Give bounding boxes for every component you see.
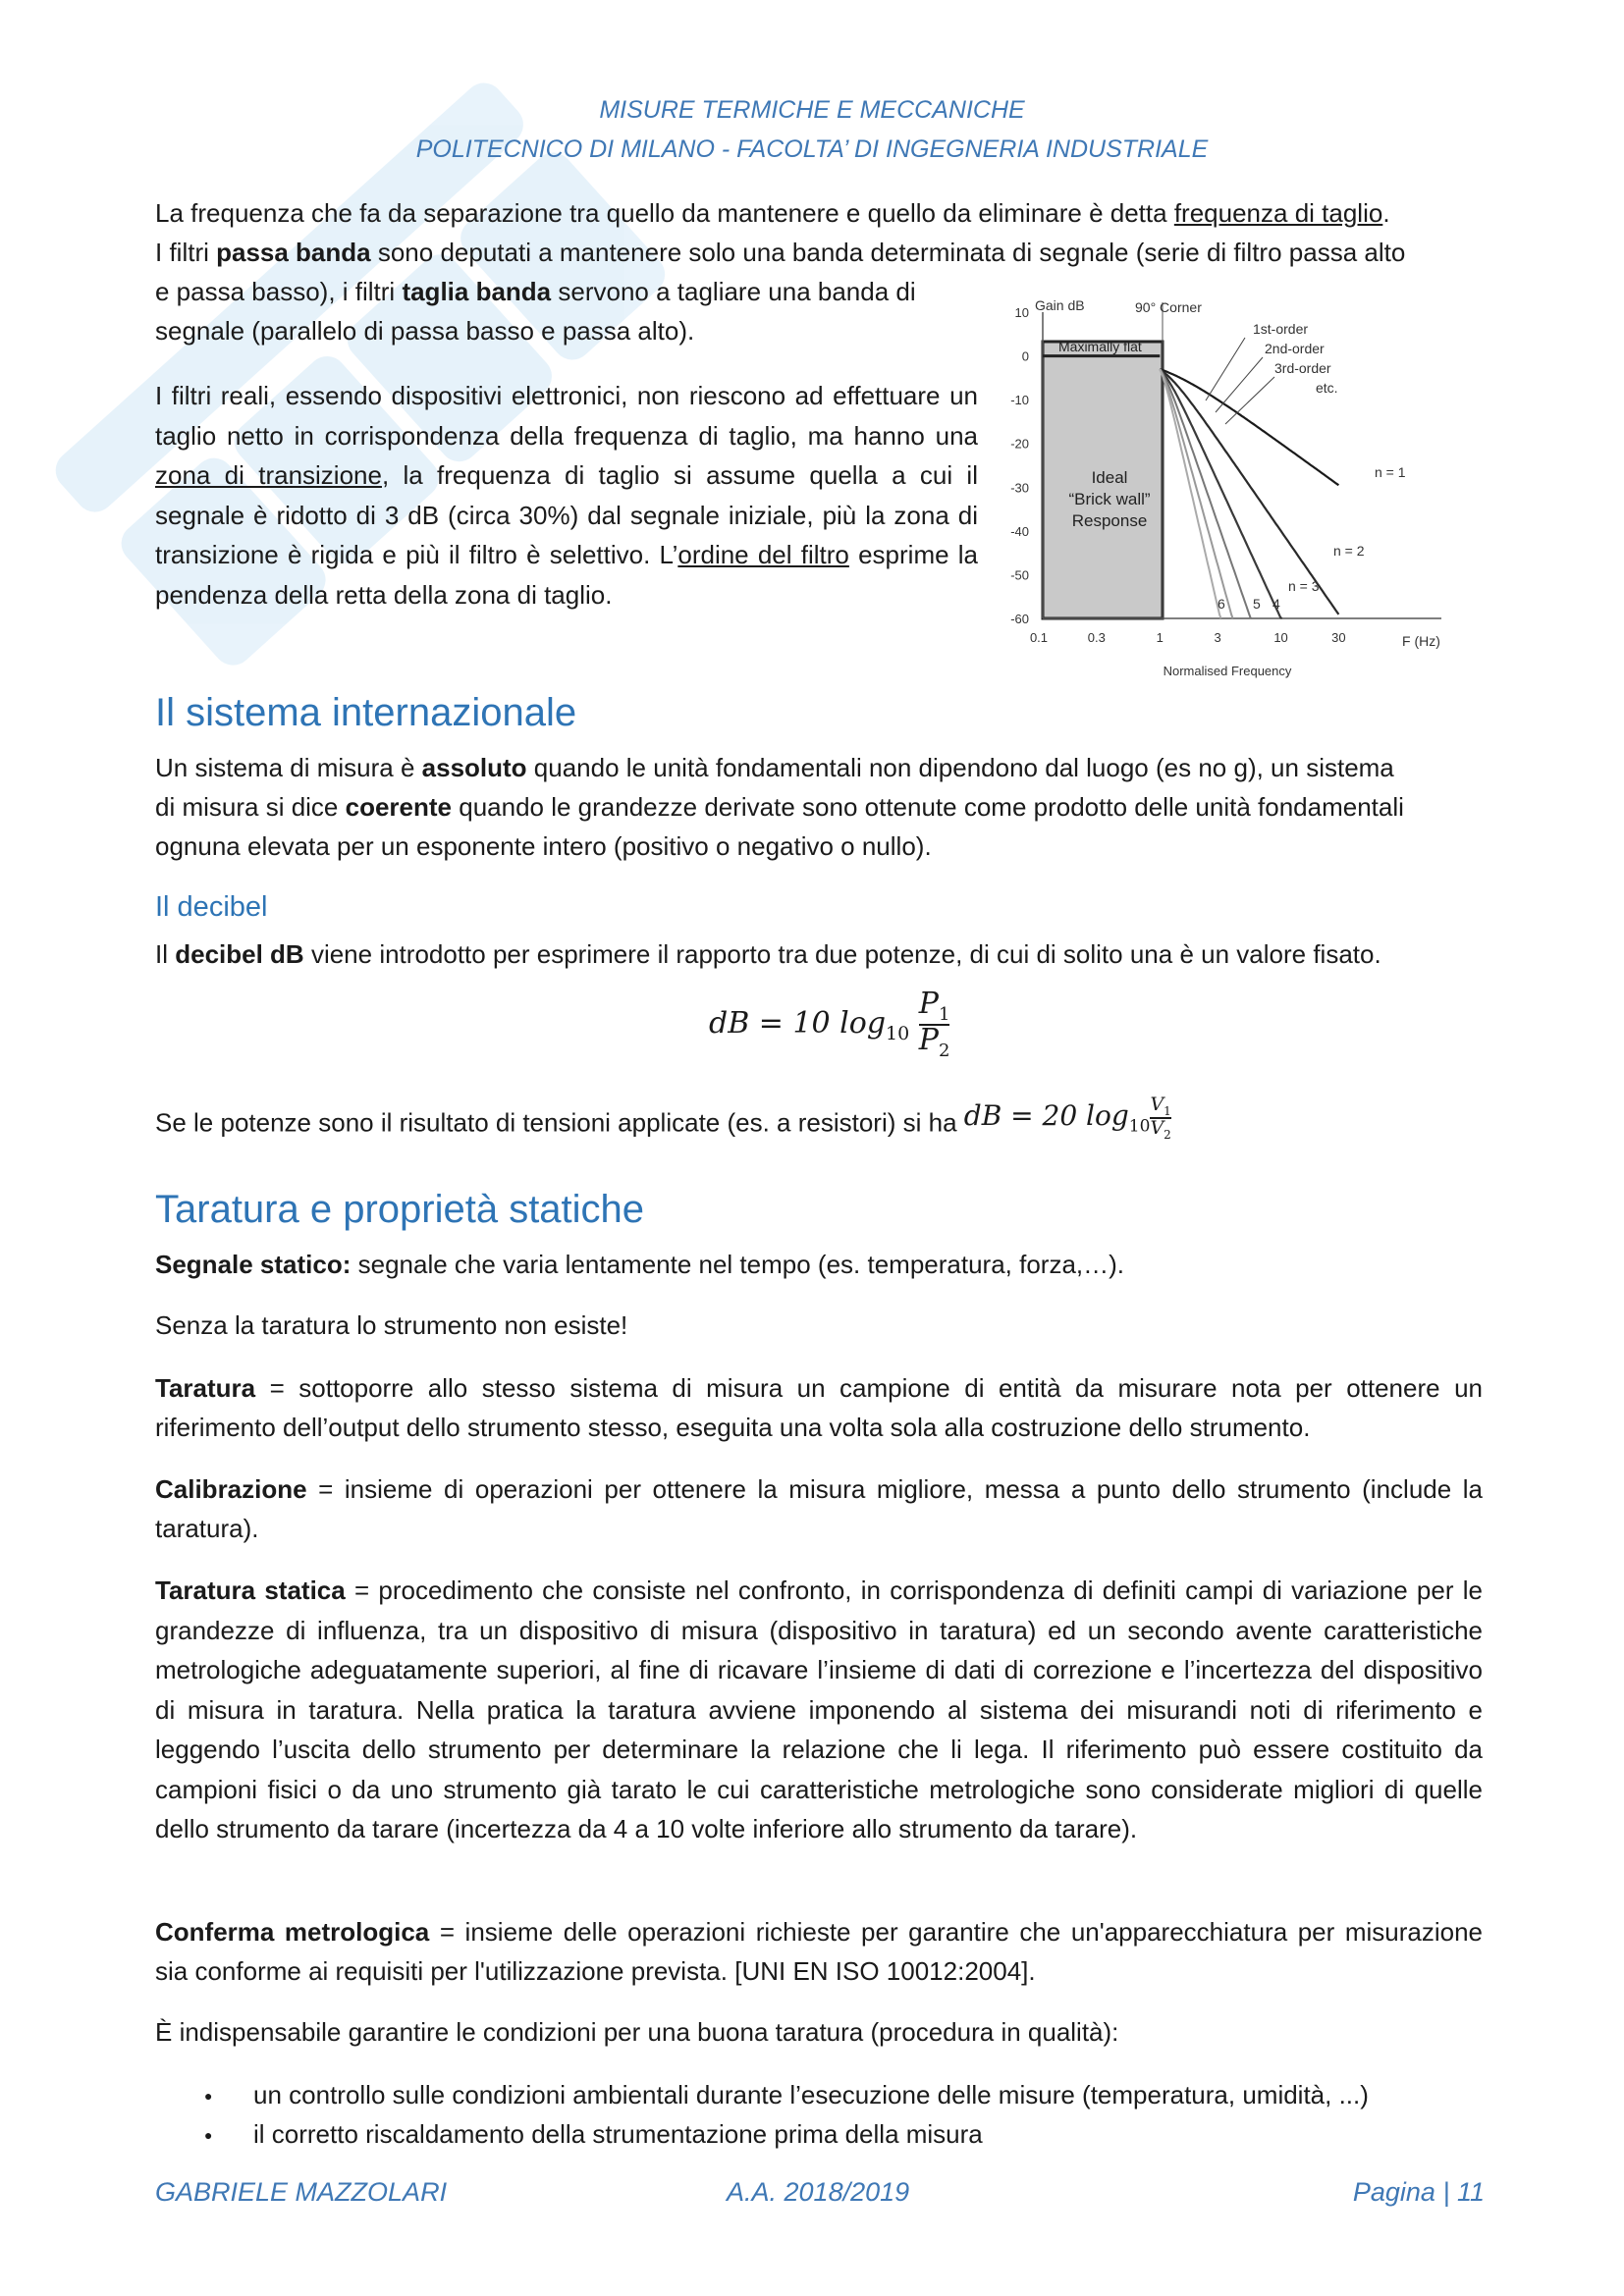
- paragraph-passa-banda-1: I filtri passa banda sono deputati a mantenere solo una banda determinata di segnale (serie di filtro passa alto: [155, 238, 1406, 267]
- arrow-third: [1225, 377, 1274, 424]
- y-tick-label: 0: [1021, 348, 1029, 364]
- paragraph-si-1: Un sistema di misura è assoluto quando le unità fondamentali non dipendono dal luogo (es no g), un sistema: [155, 753, 1394, 782]
- heading-taratura: Taratura e proprietà statiche: [155, 1188, 645, 1231]
- heading-decibel: Il decibel: [155, 891, 268, 923]
- header-course: MISURE TERMICHE E MECCANICHE: [599, 96, 1025, 124]
- footer-author: GABRIELE MAZZOLARI: [155, 2177, 448, 2207]
- chart-ideal-line2: “Brick wall”: [1068, 490, 1151, 508]
- paragraph-taratura-statica: Taratura statica = procedimento che consiste nel confronto, in corrispondenza di definiti campi di variazione per le grandezze di influenza, tra un dispositivo di misura (dispositivo in taratura) ed un secondo avente caratteristiche metrologiche adeguatamente superiori, al fine di ricavare l’insieme di dati di correzione e l’incertezza del dispositivo di misura in taratura. Nella pratica la taratura avviene imponendo al sistema dei misurandi noti di riferimento e leggendo l’uscita dello strumento per determinare la relazione che li lega. Il riferimento può essere costituito da campioni fisici o da uno strumento già tarato le cui caratteristiche metrologiche sono considerate migliori di quelle dello strumento da tarare (incertezza da 4 a 10 volte inferiore allo strumento da tarare).: [155, 1575, 1483, 1843]
- x-tick-label: 1: [1156, 630, 1164, 645]
- chart-label-n4: 4: [1272, 596, 1280, 612]
- y-tick-label: 10: [1014, 305, 1029, 320]
- arrow-first: [1206, 338, 1245, 400]
- paragraph-segnale-statico: Segnale statico: segnale che varia lentamente nel tempo (es. temperatura, forza,…).: [155, 1250, 1125, 1279]
- footer-year: A.A. 2018/2019: [727, 2177, 910, 2207]
- chart-ylabel: Gain dB: [1035, 297, 1085, 313]
- heading-sistema-internazionale: Il sistema internazionale: [155, 691, 577, 734]
- term-ordine-filtro: ordine del filtro: [677, 540, 849, 570]
- paragraph-senza-taratura: Senza la taratura lo strumento non esiste!: [155, 1310, 628, 1340]
- x-tick-label: 10: [1273, 630, 1288, 645]
- chart-annot-flat: Maximally flat: [1058, 339, 1142, 354]
- y-tick-label: -10: [1010, 393, 1029, 408]
- paragraph-frequenza-taglio: La frequenza che fa da separazione tra quello da mantenere e quello da eliminare è detta frequenza di taglio.: [155, 198, 1390, 228]
- chart-ideal-line3: Response: [1071, 511, 1148, 530]
- arrow-second: [1216, 357, 1263, 412]
- chart-label-n6: 6: [1218, 596, 1225, 612]
- formula-db-voltage: dB = 20 $\log_{10}$ $\frac{V_1}{V_2}$: [963, 1094, 1171, 1142]
- chart-xunit: F (Hz): [1402, 633, 1440, 649]
- paragraph-passa-banda-3: segnale (parallelo di passa basso e passa alto).: [155, 316, 695, 346]
- y-tick-label: -50: [1010, 567, 1029, 583]
- chart-label-n3: n = 3: [1288, 578, 1320, 594]
- chart-label-n2: n = 2: [1333, 543, 1365, 559]
- paragraph-si-2: di misura si dice coerente quando le grandezze derivate sono ottenute come prodotto delle unità fondamentali: [155, 792, 1404, 822]
- y-tick-label: -20: [1010, 436, 1029, 452]
- x-tick-label: 0.3: [1087, 630, 1106, 645]
- x-tick-label: 0.1: [1029, 630, 1049, 645]
- chart-label-n1: n = 1: [1375, 464, 1406, 480]
- paragraph-taratura: Taratura = sottoporre allo stesso sistema di misura un campione di entità da misurare nota per ottenere un riferimento dell’output dello strumento stesso, eseguita una volta sola alla costruzione dello strumento.: [155, 1373, 1483, 1442]
- footer-page: Pagina | 11: [1352, 2177, 1485, 2207]
- header-university: POLITECNICO DI MILANO - FACOLTA’ DI INGEGNERIA INDUSTRIALE: [415, 135, 1209, 163]
- list-item: ● un controllo sulle condizioni ambientali durante l’esecuzione delle misure (temperatura, umidità, ...): [155, 2075, 1530, 2114]
- term-zona-transizione: zona di transizione: [155, 460, 382, 491]
- paragraph-si-3: ognuna elevata per un esponente intero (positivo o negativo o nullo).: [155, 831, 932, 861]
- chart-annot-third: 3rd-order: [1274, 360, 1331, 376]
- paragraph-calibrazione: Calibrazione = insieme di operazioni per ottenere la misura migliore, messa a punto dello strumento (include la taratura).: [155, 1474, 1483, 1543]
- chart-label-n5: 5: [1253, 596, 1261, 612]
- chart-annot-second: 2nd-order: [1265, 341, 1325, 356]
- chart-annot-corner: 90° Corner: [1135, 299, 1202, 315]
- conditions-list: [155, 2075, 1530, 2154]
- paragraph-indispensabile: È indispensabile garantire le condizioni per una buona taratura (procedura in qualità):: [155, 2017, 1119, 2047]
- x-tick-label: 3: [1214, 630, 1221, 645]
- chart-annot-first: 1st-order: [1253, 321, 1309, 337]
- filter-curve-1: [1160, 369, 1338, 485]
- chart-ideal-line1: Ideal: [1091, 468, 1128, 487]
- filter-response-chart: [1000, 291, 1487, 687]
- y-tick-label: -30: [1010, 480, 1029, 496]
- y-tick-label: -40: [1010, 523, 1029, 539]
- paragraph-tensioni: Se le potenze sono il risultato di tensioni applicate (es. a resistori) si ha dB = 20 $\log_{10}$ $\frac{V_1}{V_2}$: [155, 1094, 1171, 1142]
- chart-annot-etc: etc.: [1316, 380, 1338, 396]
- paragraph-conferma-metrologica: Conferma metrologica = insieme delle operazioni richieste per garantire che un'apparecchiatura per misurazione sia conforme ai requisiti per l'utilizzazione prevista. [UNI EN ISO 10012:2004].: [155, 1917, 1484, 1986]
- paragraph-decibel: Il decibel dB viene introdotto per esprimere il rapporto tra due potenze, di cui di solito una è un valore fisato.: [155, 939, 1381, 969]
- x-tick-label: 30: [1331, 630, 1346, 645]
- paragraph-filtri-reali: I filtri reali, essendo dispositivi elettronici, non riescono ad effettuare un taglio netto in corrispondenza della frequenza di taglio, ma hanno una zona di transizione, la frequenza di taglio si assume quella a cui il segnale è ridotto di 3 dB (circa 30%) dal segnale iniziale, più la zona di transizione è rigida e più il filtro è selettivo. L’ordine del filtro esprime la pendenza della retta della zona di taglio.: [155, 381, 978, 610]
- formula-db-power: dB = 10 $\log_{10}$ $\frac{P_1}{P_2}$: [709, 987, 950, 1061]
- term-frequenza-taglio: frequenza di taglio: [1173, 198, 1383, 228]
- paragraph-passa-banda-2: e passa basso), i filtri taglia banda servono a tagliare una banda di: [155, 277, 916, 306]
- y-tick-label: -60: [1010, 612, 1029, 626]
- list-item: ● il corretto riscaldamento della strumentazione prima della misura: [155, 2114, 1530, 2154]
- chart-xlabel: Normalised Frequency: [1163, 664, 1292, 678]
- filter-curve-6: [1160, 369, 1220, 618]
